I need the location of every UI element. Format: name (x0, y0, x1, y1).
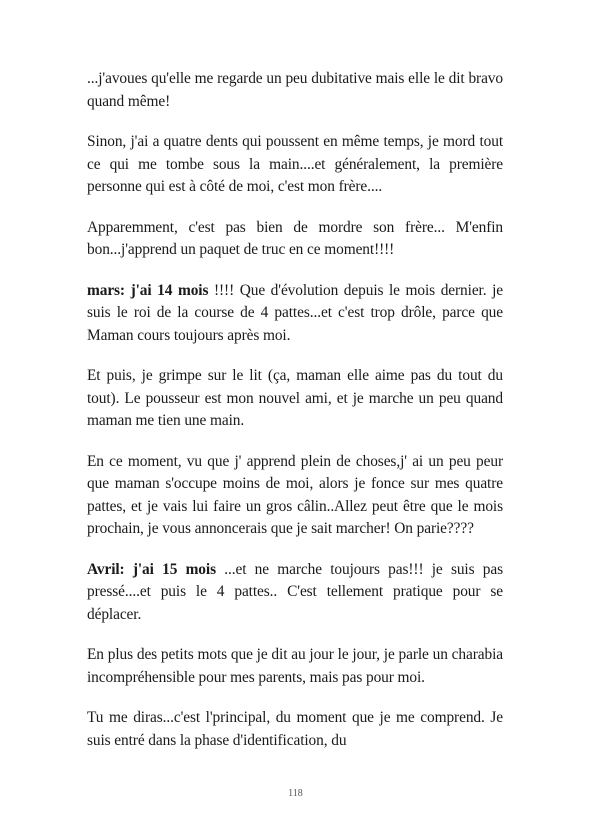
page-body (87, 68, 503, 770)
month-heading: Avril: j'ai 15 mois (87, 560, 216, 578)
paragraph-text: Et puis, je grimpe sur le lit (ça, maman elle aime pas du tout du tout). Le pousseur est mon nouvel ami, et je marche un peu quand maman me tien une main. (87, 367, 503, 429)
paragraph-text: Tu me diras...c'est l'principal, du moment que je me comprend. Je suis entré dans la phase d'identification, du (87, 709, 503, 749)
paragraph-text: En ce moment, vu que j' apprend plein de choses,j' ai un peu peur que maman s'occupe moins de moi, alors je fonce sur mes quatre pattes, et je vais lui faire un gros câlin..Allez peut être que le mois prochain, je vous annoncerais que je sait marcher! On parie???? (87, 452, 503, 537)
paragraph (87, 365, 503, 433)
page-number: 118 (288, 788, 303, 799)
paragraph-text: Apparemment, c'est pas bien de mordre son frère... M'enfin bon...j'apprend un paquet de truc en ce moment!!!! (87, 218, 503, 258)
paragraph (87, 280, 503, 348)
paragraph (87, 131, 503, 199)
paragraph (87, 451, 503, 541)
paragraph-text: !!!! Que d'évolution depuis le mois dernier. je suis le roi de la course de 4 pattes...et c'est trop drôle, parce que Maman cours toujours après moi. (87, 281, 503, 344)
paragraph-text: ...j'avoues qu'elle me regarde un peu dubitative mais elle le dit bravo quand même! (87, 70, 503, 110)
paragraph (87, 644, 503, 689)
paragraph-text: Sinon, j'ai a quatre dents qui poussent en même temps, je mord tout ce qui me tombe sous la main....et généralement, la première personne qui est à côté de moi, c'est mon frère.... (87, 133, 503, 195)
paragraph (87, 217, 503, 262)
paragraph-text: ...et ne marche toujours pas!!! je suis pas pressé....et puis le 4 pattes.. C'est tellement pratique pour se déplacer. (87, 560, 503, 623)
paragraph (87, 68, 503, 113)
paragraph (87, 559, 503, 627)
month-heading: mars: j'ai 14 mois (87, 281, 209, 299)
paragraph (87, 707, 503, 752)
paragraph-text: En plus des petits mots que je dit au jour le jour, je parle un charabia incompréhensible pour mes parents, mais pas pour moi. (87, 646, 503, 686)
